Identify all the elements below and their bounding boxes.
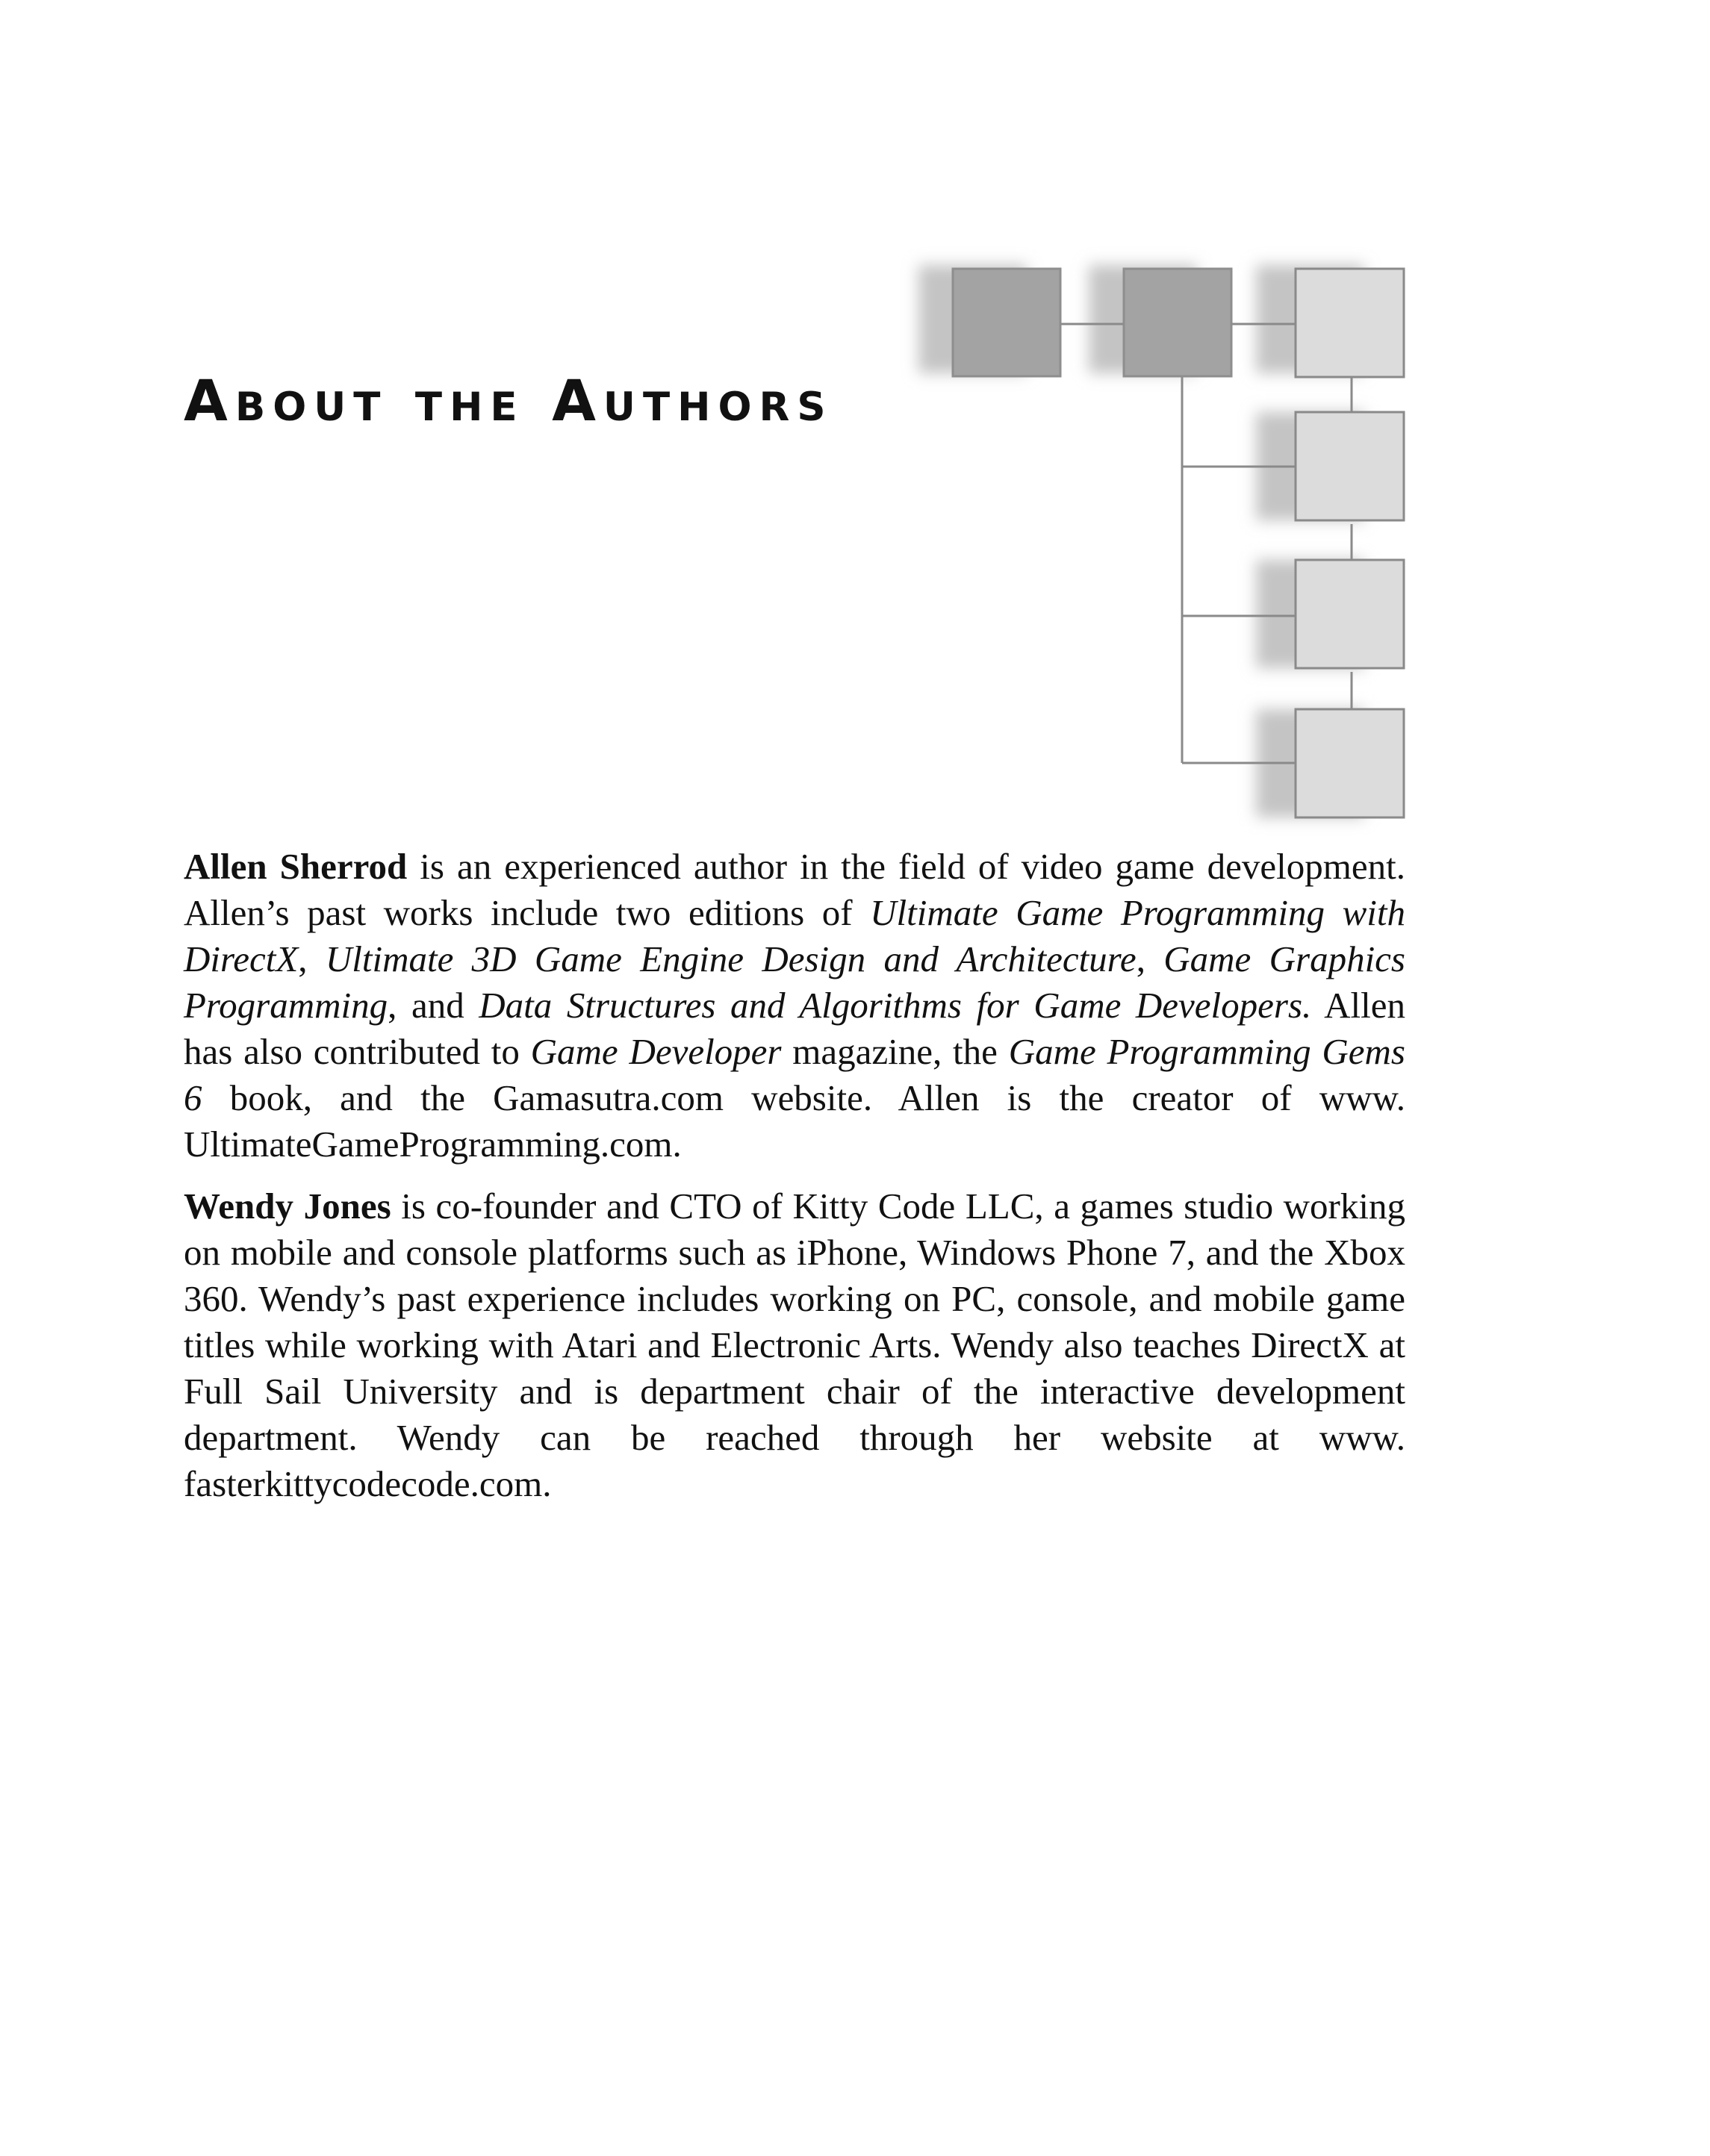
connector-lines [1060,324,1352,763]
bio-text: is co-founder and CTO of Kitty Code LLC, a games studio working on mobile and console platforms such as iPhone, Windows Phone 7, and the Xbox 360. Wendy’s past experience includes working on PC, console, and mobile game titles while working with Atari and Electronic Arts. Wendy also teaches DirectX at Full Sail University and is department chair of the interactive development department. Wendy can be reached through her website at www. fasterkittycodecode.com. [184,1186,1405,1504]
bio-text: book, and the Gamasutra.com website. Allen is the creator of www. UltimateGameProgramming.com. [184,1077,1405,1165]
light-box-3 [1296,560,1404,668]
dark-box-1 [953,269,1060,376]
light-box-2 [1296,412,1404,520]
page-title: About the Authors [184,367,833,434]
chapter-decoration-diagram [896,246,1419,844]
publication-title: Data Structures and Algorithms for Game Developers. [479,985,1312,1026]
bio-text: , and [388,985,479,1026]
publication-title: Game Developer [530,1031,782,1072]
publication-title: Ultimate 3D Game Engine Design and Architecture [325,938,1137,979]
light-box-1 [1296,269,1404,377]
bio-text: Allen has also contributed to [184,985,1406,1072]
publication-title: Game Graphics Programming [184,938,1405,1026]
publication-title: Game Programming Gems 6 [184,1031,1405,1118]
bio-text: magazine, the [781,1031,1009,1072]
dark-box-2 [1124,269,1231,376]
author-name: Allen Sherrod [184,846,408,887]
publication-title: Ultimate Game Programming with DirectX [184,892,1406,979]
bio-text: , [1136,938,1164,979]
author-bio-wendy-jones [184,1183,1405,1507]
author-bio-allen-sherrod [184,844,1405,1168]
author-name: Wendy Jones [184,1186,391,1227]
bio-text: , [298,938,326,979]
light-box-4 [1296,709,1404,817]
bio-text: is an experienced author in the field of video game development. Allen’s past works include two editions of [184,846,1406,933]
